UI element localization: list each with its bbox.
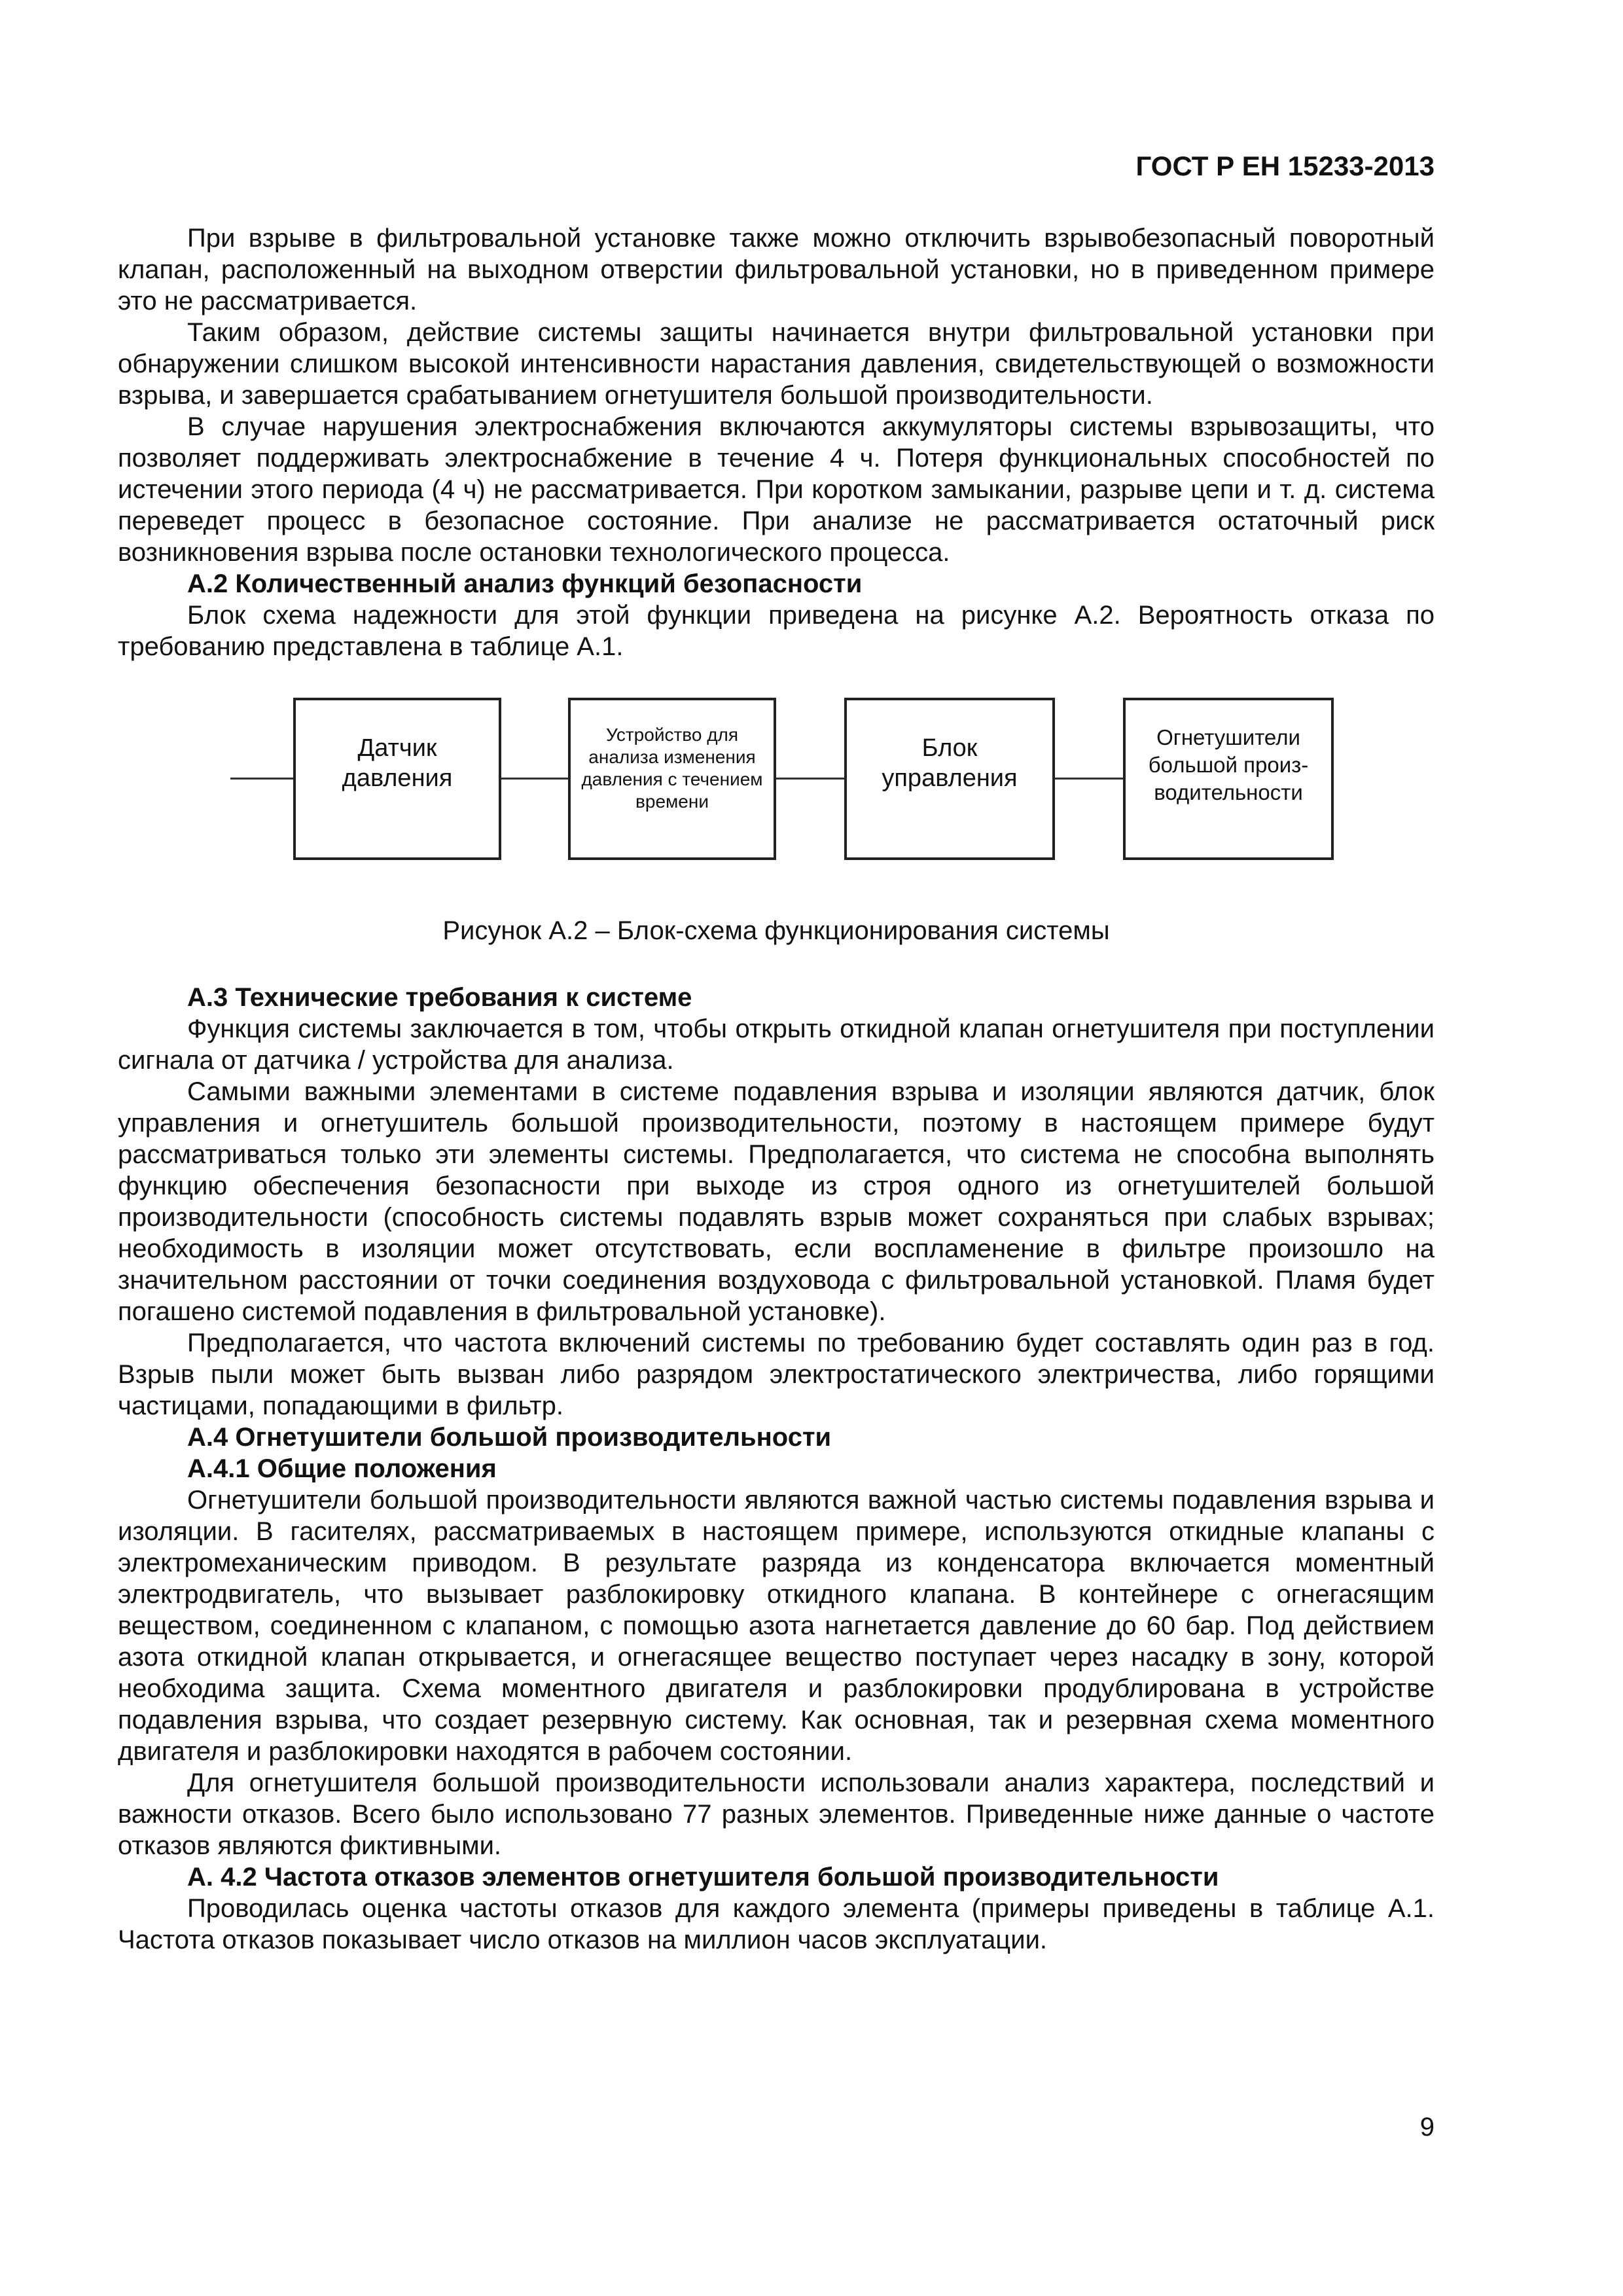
box-label: Датчик давления (342, 734, 453, 792)
section-heading-a3: А.3 Технические требования к системе (187, 983, 692, 1012)
section-heading-a4: А.4 Огнетушители большой производительности (187, 1423, 832, 1452)
diagram-box-extinguishers (1123, 698, 1334, 860)
document-header: ГОСТ Р ЕН 15233-2013 (1135, 151, 1435, 181)
diagram-box-analysis-device (568, 698, 776, 860)
connector-line (1055, 778, 1123, 780)
paragraph: Предполагается, что частота включений системы по требованию будет составлять один раз в год. Взрыв пыли может быть вызван либо разрядом электростатического электричества, либо горящими частицами, попадающими в фильтр. (118, 1329, 1435, 1420)
section-heading-a42: А. 4.2 Частота отказов элементов огнетушителя большой производительности (187, 1863, 1219, 1892)
section-heading-a2: А.2 Количественный анализ функций безопасности (187, 569, 863, 598)
paragraph: Самыми важными элементами в системе подавления взрыва и изоляции являются датчик, блок управления и огнетушитель большой производительности, поэтому в настоящем примере будут рассматриваться только эти элементы системы. Предполагается, что система не способна выполнять функцию обеспечения безопасности при выходе из строя одного из огнетушителей большой производительности (способность системы подавлять взрыв может сохраняться при слабых взрывах; необходимость в изоляции может отсутствовать, если воспламенение в фильтре произошло на значительном расстоянии от точки соединения воздуховода с фильтровальной установкой. Пламя будет погашено системой подавления в фильтровальной установке). (118, 1077, 1435, 1326)
paragraph: Проводилась оценка частоты отказов для каждого элемента (примеры приведены в таблице А.1. Частота отказов показывает число отказов на миллион часов эксплуатации. (118, 1894, 1435, 1954)
paragraph: Огнетушители большой производительности являются важной частью системы подавления взрыва и изоляции. В гасителях, рассматриваемых в настоящем примере, используются откидные клапаны с электромеханическим приводом. В результате разряда из конденсатора включается моментный электродвигатель, что вызывает разблокировку откидного клапана. В контейнере с огнегасящим веществом, соединенном с клапаном, с помощью азота нагнетается давление до 60 бар. Под действием азота откидной клапан открывается, и огнегасящее вещество поступает через насадку в зону, которой необходима защита. Схема моментного двигателя и разблокировки продублирована в устройстве подавления взрыва, что создает резервную систему. Как основная, так и резервная схема моментного двигателя и разблокировки находятся в рабочем состоянии. (118, 1486, 1435, 1766)
connector-line (501, 778, 568, 780)
intro-section (118, 223, 1435, 662)
paragraph: При взрыве в фильтровальной установке также можно отключить взрывобезопасный поворотный клапан, расположенный на выходном отверстии фильтровальной установки, но в приведенном примере это не рассматривается. (118, 224, 1435, 315)
paragraph: Блок схема надежности для этой функции приведена на рисунке А.2. Вероятность отказа по требованию представлена в таблице А.1. (118, 601, 1435, 661)
box-label: Огнетушители большой произ-водительности (1148, 725, 1309, 804)
section-heading-a41: А.4.1 Общие положения (187, 1454, 497, 1483)
paragraph: Функция системы заключается в том, чтобы открыть откидной клапан огнетушителя при поступлении сигнала от датчика / устройства для анализа. (118, 1014, 1435, 1075)
box-label: Устройство для анализа изменения давления с течением времени (581, 725, 763, 812)
box-label: Блок управления (882, 734, 1018, 792)
figure-caption: Рисунок А.2 – Блок-схема функционирования системы (442, 916, 1110, 945)
diagram-box-control-unit (844, 698, 1055, 860)
diagram-box-pressure-sensor (293, 698, 501, 860)
main-section (118, 982, 1435, 1956)
paragraph: В случае нарушения электроснабжения включаются аккумуляторы системы взрывозащиты, что позволяет поддерживать электроснабжение в течение 4 ч. Потеря функциональных способностей по истечении этого периода (4 ч) не рассматривается. При коротком замыкании, разрыве цепи и т. д. система переведет процесс в безопасное состояние. При анализе не рассматривается остаточный риск возникновения взрыва после остановки технологического процесса. (118, 412, 1435, 567)
paragraph: Таким образом, действие системы защиты начинается внутри фильтровальной установки при обнаружении слишком высокой интенсивности нарастания давления, свидетельствующей о возможности взрыва, и завершается срабатыванием огнетушителя большой производительности. (118, 318, 1435, 410)
page-number: 9 (1419, 2113, 1435, 2142)
connector-line (776, 778, 844, 780)
paragraph: Для огнетушителя большой производительности использовали анализ характера, последствий и важности отказов. Всего было использовано 77 разных элементов. Приведенные ниже данные о частоте отказов являются фиктивными. (118, 1768, 1435, 1860)
input-connector-line (230, 778, 293, 780)
